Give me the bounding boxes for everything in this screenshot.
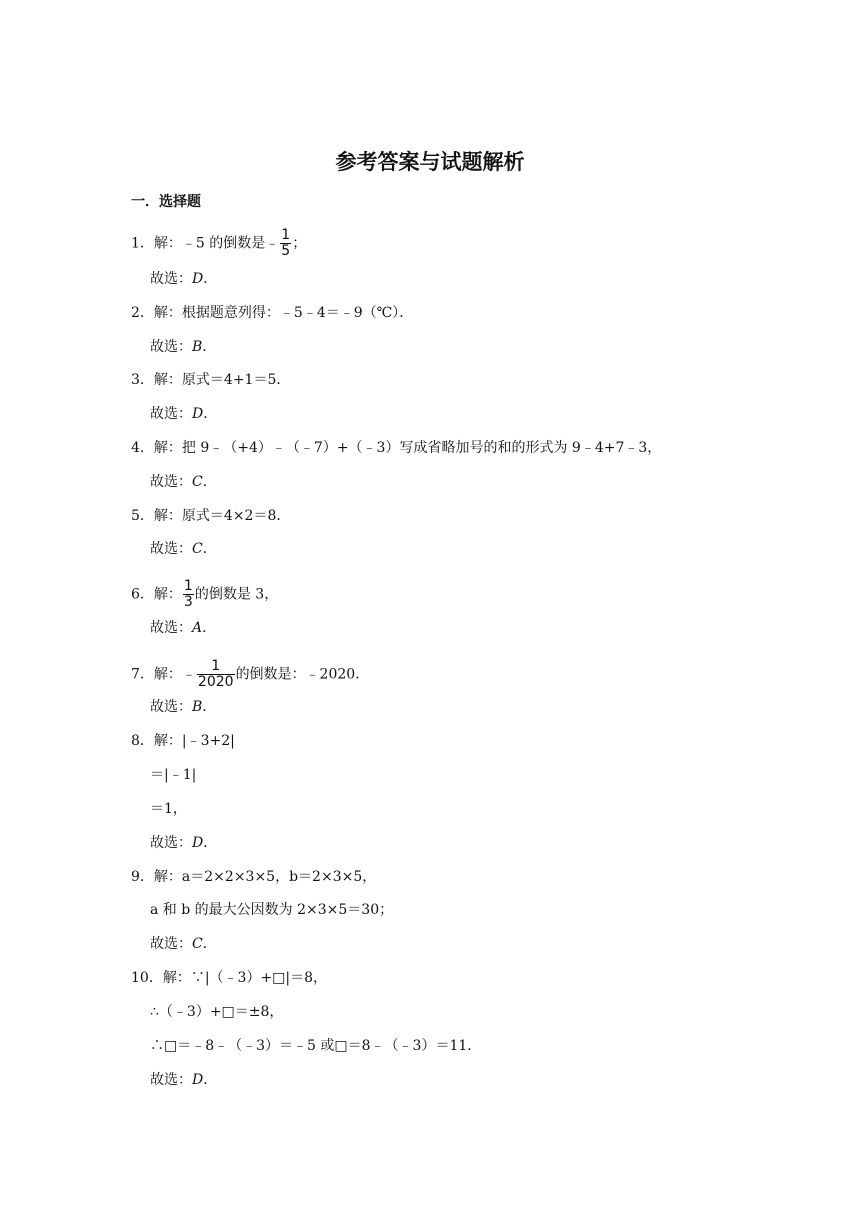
choice-letter: D xyxy=(192,406,204,422)
answer-1-choice xyxy=(150,269,217,289)
answer-text: 解：原式＝4×2＝8． xyxy=(153,508,291,524)
answer-2-choice xyxy=(150,337,216,357)
answer-text: 解：a＝2×2×3×5，b＝2×3×5， xyxy=(153,869,377,885)
choice-end: ． xyxy=(202,699,217,715)
choice-letter: C xyxy=(192,474,203,490)
choice-label: 故选： xyxy=(150,541,192,557)
choice-end: ． xyxy=(202,936,217,952)
answer-9-choice xyxy=(150,934,217,954)
choice-letter: D xyxy=(192,271,204,287)
choice-letter: B xyxy=(192,699,203,715)
choice-end: ． xyxy=(203,1072,218,1088)
answer-8-choice xyxy=(150,833,217,853)
choice-end: ． xyxy=(202,339,217,355)
answer-text: 解： xyxy=(153,586,182,603)
choice-end: ． xyxy=(203,271,218,287)
answer-6-line xyxy=(131,579,278,610)
answer-number: 9． xyxy=(131,869,154,885)
answer-number: 6． xyxy=(131,586,154,603)
answer-5-choice xyxy=(150,539,217,559)
choice-label: 故选： xyxy=(150,699,192,715)
fraction xyxy=(280,228,291,259)
answer-number: 4． xyxy=(131,440,154,456)
answer-text-tail: ； xyxy=(292,235,307,252)
answer-number: 7． xyxy=(131,666,154,683)
choice-letter: C xyxy=(192,541,203,557)
answer-number: 10． xyxy=(131,970,163,986)
choice-label: 故选： xyxy=(150,1072,192,1088)
answer-10-line-2: ∴（﹣3）+□＝±8， xyxy=(150,1004,284,1020)
answer-text-tail: 的倒数是 3， xyxy=(194,586,279,603)
answer-3-line xyxy=(131,370,290,390)
fraction-numerator: 1 xyxy=(197,659,235,675)
choice-label: 故选： xyxy=(150,936,192,952)
fraction xyxy=(183,579,194,610)
answer-number: 8． xyxy=(131,733,154,749)
choice-end: ． xyxy=(202,620,217,636)
answer-text: 解：原式＝4+1＝5． xyxy=(153,372,291,388)
answer-5-line xyxy=(131,506,290,526)
answer-2-line xyxy=(131,303,413,323)
answer-8-line-2: ＝|﹣1| xyxy=(150,767,197,783)
choice-label: 故选： xyxy=(150,620,192,636)
answer-10-choice xyxy=(150,1070,217,1090)
answer-4-choice xyxy=(150,472,217,492)
answer-text: 解：根据题意列得：﹣5﹣4＝﹣9（℃）． xyxy=(153,305,414,321)
fraction-denominator: 5 xyxy=(281,243,291,259)
fraction-denominator: 3 xyxy=(183,594,193,610)
answer-number: 2． xyxy=(131,305,154,321)
choice-end: ． xyxy=(202,474,217,490)
answer-text: 解：把 9﹣（+4）﹣（﹣7）+（﹣3）写成省略加号的和的形式为 9﹣4+7﹣3， xyxy=(153,440,662,456)
answer-8-line xyxy=(131,731,235,751)
answer-number: 3． xyxy=(131,372,154,388)
choice-letter: D xyxy=(192,835,204,851)
fraction-numerator: 1 xyxy=(183,578,193,594)
answer-10-line xyxy=(131,968,327,988)
answer-text-tail: 的倒数是：﹣2020． xyxy=(235,666,370,683)
answer-10-line-3: ∴□＝﹣8﹣（﹣3）＝﹣5 或□＝8﹣（﹣3）＝11． xyxy=(150,1038,482,1054)
answer-text: 解：﹣5 的倒数是﹣ xyxy=(153,235,280,252)
choice-label: 故选： xyxy=(150,474,192,490)
choice-label: 故选： xyxy=(150,835,192,851)
answer-8-line-3: ＝1， xyxy=(150,801,187,817)
answer-text: 解：|﹣3+2| xyxy=(153,733,235,749)
answer-number: 5． xyxy=(131,508,154,524)
choice-end: ． xyxy=(203,835,218,851)
choice-letter: C xyxy=(192,936,203,952)
page-title: 参考答案与试题解析 xyxy=(335,150,525,174)
choice-letter: B xyxy=(192,339,203,355)
choice-end: ． xyxy=(202,541,217,557)
choice-label: 故选： xyxy=(150,406,192,422)
fraction-numerator: 1 xyxy=(281,227,291,243)
answer-4-line xyxy=(131,438,661,458)
answer-text: 解：﹣ xyxy=(153,666,196,683)
section-heading: 一．选择题 xyxy=(131,194,201,210)
fraction-denominator: 2020 xyxy=(197,674,234,690)
answer-7-choice xyxy=(150,697,216,717)
fraction xyxy=(197,659,235,690)
answer-text: 解：∵|（﹣3）+□|＝8， xyxy=(162,970,328,986)
answer-6-choice xyxy=(150,618,216,638)
answer-1-line xyxy=(131,228,306,259)
answer-9-line xyxy=(131,867,376,887)
choice-letter: A xyxy=(192,620,203,636)
answer-number: 1． xyxy=(131,235,154,252)
choice-label: 故选： xyxy=(150,271,192,287)
choice-letter: D xyxy=(192,1072,204,1088)
answer-9-line-2: a 和 b 的最大公因数为 2×3×5＝30； xyxy=(150,902,394,918)
answer-3-choice xyxy=(150,404,217,424)
choice-label: 故选： xyxy=(150,339,192,355)
answer-7-line xyxy=(131,659,369,690)
choice-end: ． xyxy=(203,406,218,422)
